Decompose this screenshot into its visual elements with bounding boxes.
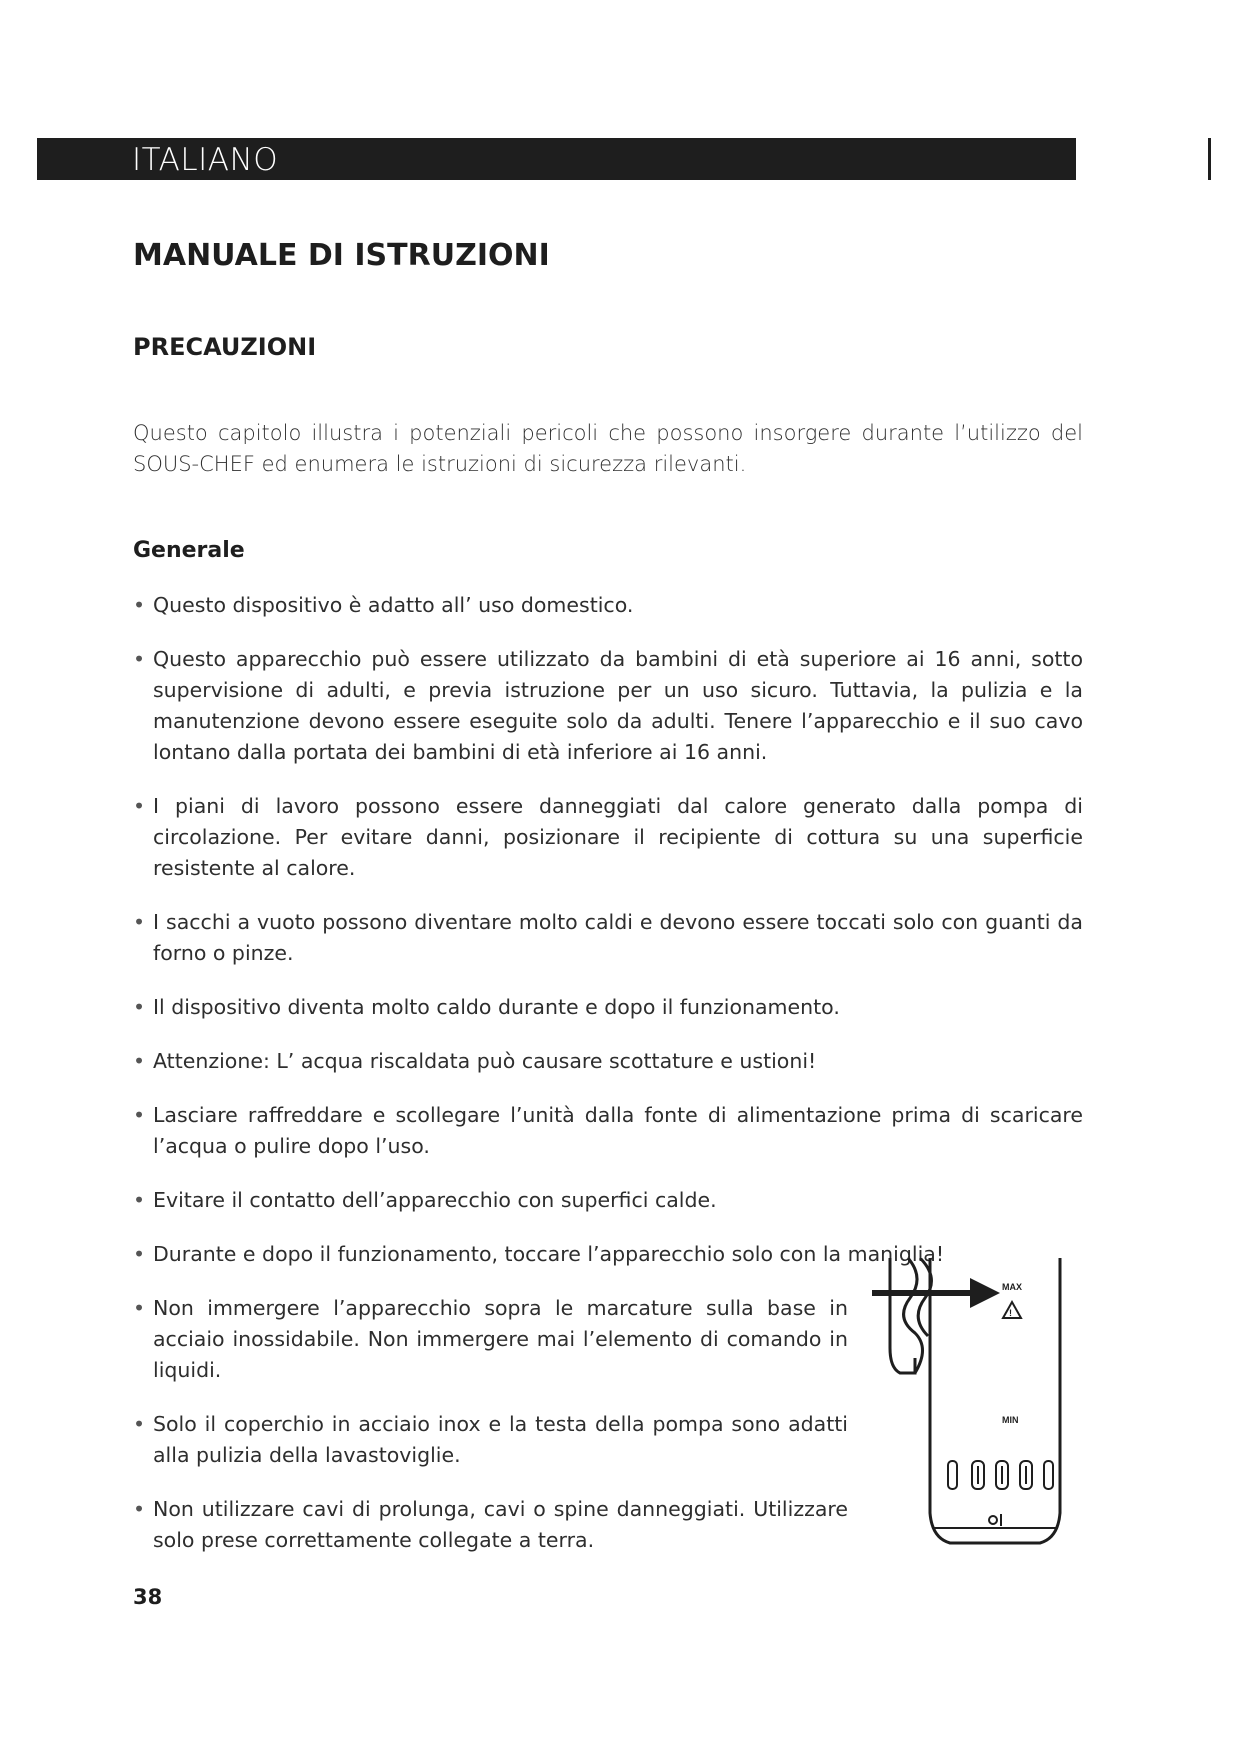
min-label: MIN <box>1002 1415 1019 1425</box>
list-item-text: Questo dispositivo è adatto all’ uso domestico. <box>153 593 634 617</box>
page-number: 38 <box>133 1585 163 1609</box>
bullet-icon: • <box>133 1412 146 1436</box>
list-item-text: Il dispositivo diventa molto caldo durante e dopo il funzionamento. <box>153 995 840 1019</box>
bullet-icon: • <box>133 1188 146 1212</box>
list-item <box>133 1293 848 1386</box>
subsection-title: Generale <box>133 538 245 563</box>
warning-icon <box>1003 1302 1021 1318</box>
list-item-text: Non immergere l’apparecchio sopra le marcature sulla base in acciaio inossidabile. Non immergere mai l’elemento di comando in liquidi. <box>153 1296 848 1382</box>
list-item-text: Solo il coperchio in acciaio inox e la testa della pompa sono adatti alla pulizia della lavastoviglie. <box>153 1412 848 1467</box>
list-item-text: Durante e dopo il funzionamento, toccare l’apparecchio solo con la maniglia! <box>153 1242 945 1266</box>
list-item-text: Attenzione: L’ acqua riscaldata può causare scottature e ustioni! <box>153 1049 817 1073</box>
list-item-text: Evitare il contatto dell’apparecchio con superfici calde. <box>153 1188 717 1212</box>
list-item <box>133 644 1083 768</box>
list-item <box>133 1046 1083 1077</box>
bullet-icon: • <box>133 1497 146 1521</box>
list-item <box>133 992 1083 1023</box>
section-title: PRECAUZIONI <box>133 333 317 361</box>
bullet-icon: • <box>133 995 146 1019</box>
list-item-text: I sacchi a vuoto possono diventare molto caldi e devono essere toccati solo con guanti da forno o pinze. <box>153 910 1083 965</box>
list-item <box>133 1185 1083 1216</box>
language-label: ITALIANO <box>132 142 279 178</box>
list-item <box>133 791 1083 884</box>
list-item-text: Lasciare raffreddare e scollegare l’unità dalla fonte di alimentazione prima di scaricare l’acqua o pulire dopo l’uso. <box>153 1103 1083 1158</box>
list-item <box>133 907 1083 969</box>
list-item <box>133 1100 1083 1162</box>
manual-title: MANUALE DI ISTRUZIONI <box>133 238 550 273</box>
list-item-text: Non utilizzare cavi di prolunga, cavi o spine danneggiati. Utilizzare solo prese correttamente collegate a terra. <box>153 1497 848 1552</box>
page-edge-marker <box>1208 138 1211 180</box>
list-item <box>133 590 1083 621</box>
language-header-bar <box>37 138 1076 180</box>
bullet-icon: • <box>133 1296 146 1320</box>
intro-paragraph: Questo capitolo illustra i potenziali pericoli che possono insorgere durante l’utilizzo del SOUS-CHEF ed enumera le istruzioni di sicurezza rilevanti. <box>133 421 1083 476</box>
list-item-text: Questo apparecchio può essere utilizzato da bambini di età superiore ai 16 anni, sotto supervisione di adulti, e previa istruzione per un uso sicuro. Tuttavia, la pulizia e la manutenzione devono essere eseguite solo da adulti. Tenere l’apparecchio e il suo cavo lontano dalla portata dei bambini di età inferiore ai 16 anni. <box>153 647 1083 764</box>
bullet-icon: • <box>133 1049 146 1073</box>
list-item-text: I piani di lavoro possono essere danneggiati dal calore generato dalla pompa di circolazione. Per evitare danni, posizionare il recipiente di cottura su una superficie resistente al calore. <box>153 794 1083 880</box>
bullet-icon: • <box>133 647 146 671</box>
bullet-icon: • <box>133 593 146 617</box>
svg-text:!: ! <box>1009 1308 1012 1318</box>
sous-vide-device-illustration <box>870 1258 1070 1558</box>
bullet-icon: • <box>133 1103 146 1127</box>
bullet-icon: • <box>133 1242 146 1266</box>
list-item <box>133 1494 848 1556</box>
bullet-icon: • <box>133 794 146 818</box>
list-item <box>133 1409 848 1471</box>
max-label: MAX <box>1002 1282 1022 1292</box>
bullet-icon: • <box>133 910 146 934</box>
